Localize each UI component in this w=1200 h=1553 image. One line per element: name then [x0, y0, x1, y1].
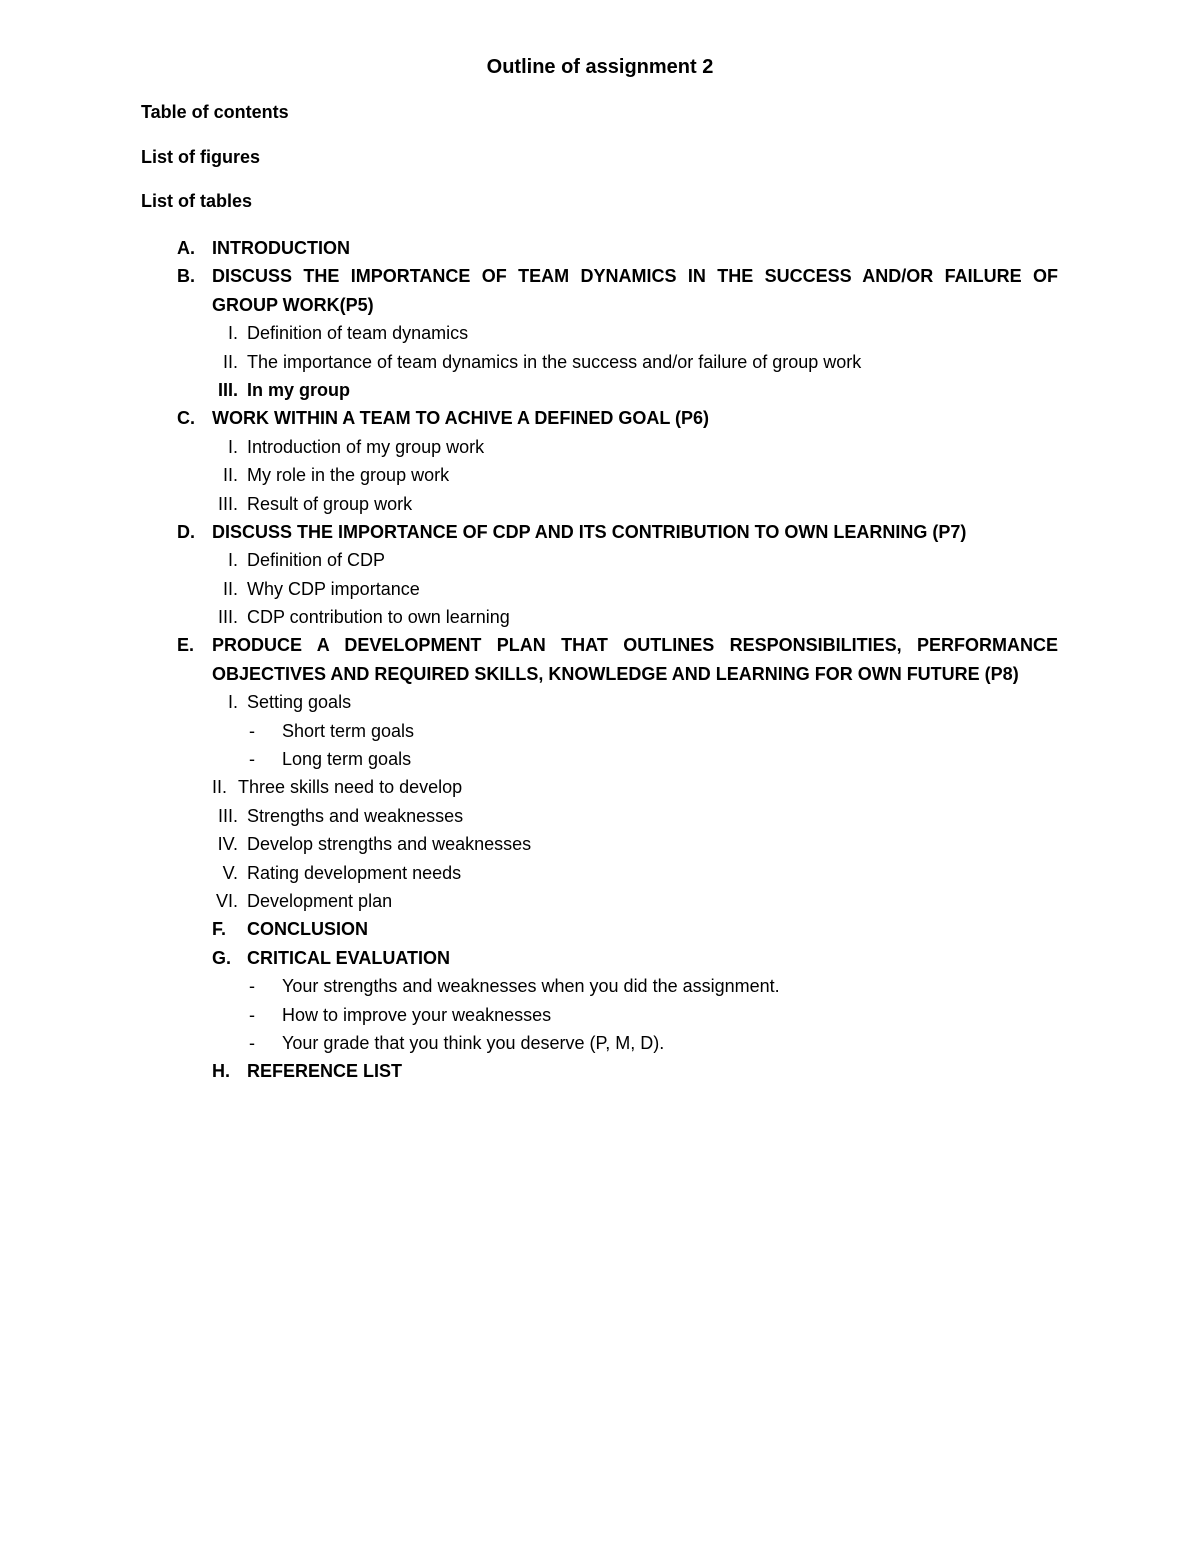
- list-item: [0, 433, 1200, 461]
- item-text: My role in the group work: [247, 465, 450, 486]
- list-item: [0, 1029, 1200, 1057]
- section-heading: INTRODUCTION: [212, 238, 350, 258]
- section-marker: H.: [212, 1061, 230, 1082]
- item-marker: III.: [217, 805, 238, 826]
- list-item: [0, 773, 1200, 801]
- section-f: [0, 915, 1200, 943]
- section-marker: C.: [177, 408, 195, 429]
- item-text: Long term goals: [282, 749, 412, 770]
- section-marker: D.: [177, 521, 195, 542]
- dash-marker: -: [249, 1032, 255, 1053]
- section-e: [0, 631, 1200, 688]
- section-a: [0, 234, 1200, 262]
- item-text: Develop strengths and weaknesses: [247, 834, 532, 855]
- item-text: Development plan: [247, 891, 393, 912]
- section-heading: DISCUSS THE IMPORTANCE OF TEAM DYNAMICS IN THE SUCCESS AND/OR FAILURE OF GROUP WORK(P5): [212, 266, 1058, 315]
- list-item: [0, 376, 1200, 404]
- item-marker: III.: [217, 607, 238, 628]
- section-heading: REFERENCE LIST: [247, 1061, 403, 1082]
- section-h: [0, 1057, 1200, 1085]
- list-item: [0, 887, 1200, 915]
- item-text: CDP contribution to own learning: [247, 607, 510, 628]
- section-marker: E.: [177, 635, 195, 656]
- section-d: [0, 518, 1200, 546]
- item-marker: II.: [222, 465, 238, 486]
- section-c: [0, 404, 1200, 432]
- item-marker: III.: [217, 379, 238, 400]
- item-marker: I.: [227, 550, 238, 571]
- section-heading: CRITICAL EVALUATION: [247, 947, 450, 968]
- item-text: Why CDP importance: [247, 578, 420, 599]
- assignment-outline: [0, 234, 1200, 1086]
- list-item: [0, 490, 1200, 518]
- item-marker: IV.: [217, 834, 238, 855]
- dash-marker: -: [249, 976, 255, 997]
- item-text: Result of group work: [247, 493, 413, 514]
- table-of-contents-heading: Table of contents: [141, 102, 289, 122]
- dash-marker: -: [249, 720, 255, 741]
- list-item: [0, 830, 1200, 858]
- list-item: [0, 972, 1200, 1000]
- item-marker: II.: [212, 777, 228, 798]
- list-item: [0, 745, 1200, 773]
- item-marker: III.: [217, 493, 238, 514]
- item-text: Your grade that you think you deserve (P, M, D).: [282, 1032, 665, 1053]
- item-text: Your strengths and weaknesses when you did the assignment.: [282, 976, 780, 997]
- page-title: Outline of assignment 2: [486, 56, 714, 78]
- section-g: [0, 944, 1200, 972]
- item-text: In my group: [247, 379, 350, 400]
- item-marker: I.: [227, 692, 238, 713]
- list-of-tables-heading: List of tables: [141, 191, 253, 211]
- list-item: [0, 688, 1200, 716]
- list-item: [0, 1001, 1200, 1029]
- list-of-figures-heading: List of figures: [141, 147, 261, 167]
- dash-marker: -: [249, 749, 255, 770]
- section-marker: B.: [177, 266, 195, 287]
- item-text: Definition of CDP: [247, 550, 386, 571]
- list-item: [0, 859, 1200, 887]
- item-marker: V.: [222, 862, 238, 883]
- item-text: Rating development needs: [247, 862, 462, 883]
- section-heading: DISCUSS THE IMPORTANCE OF CDP AND ITS CONTRIBUTION TO OWN LEARNING (P7): [212, 521, 967, 542]
- section-heading: WORK WITHIN A TEAM TO ACHIVE A DEFINED GOAL (P6): [212, 408, 709, 429]
- item-text: Setting goals: [247, 692, 352, 713]
- list-item: [0, 802, 1200, 830]
- item-marker: II.: [222, 351, 238, 372]
- section-heading: CONCLUSION: [247, 919, 368, 940]
- section-b: [0, 262, 1200, 319]
- item-text: Strengths and weaknesses: [247, 805, 464, 826]
- list-item: [0, 348, 1200, 376]
- list-item: [0, 461, 1200, 489]
- section-marker: G.: [212, 947, 232, 968]
- list-item: [0, 575, 1200, 603]
- section-heading: PRODUCE A DEVELOPMENT PLAN THAT OUTLINES RESPONSIBILITIES, PERFORMANCE OBJECTIVES AND REQUIRED SKILLS, KNOWLEDGE AND LEARNING FOR OWN FUTURE (P8): [212, 635, 1058, 684]
- section-marker: F.: [212, 919, 227, 940]
- list-item: [0, 717, 1200, 745]
- item-text: Introduction of my group work: [247, 436, 485, 457]
- list-item: [0, 603, 1200, 631]
- item-text: The importance of team dynamics in the success and/or failure of group work: [247, 351, 862, 372]
- item-marker: I.: [227, 436, 238, 457]
- dash-marker: -: [249, 1004, 255, 1025]
- item-text: Three skills need to develop: [238, 777, 463, 798]
- item-text: How to improve your weaknesses: [282, 1004, 552, 1025]
- item-marker: I.: [227, 323, 238, 344]
- item-marker: VI.: [215, 891, 238, 912]
- section-marker: A.: [177, 238, 195, 258]
- list-item: [0, 546, 1200, 574]
- item-text: Definition of team dynamics: [247, 323, 469, 344]
- list-item: [0, 319, 1200, 347]
- item-text: Short term goals: [282, 720, 415, 741]
- item-marker: II.: [222, 578, 238, 599]
